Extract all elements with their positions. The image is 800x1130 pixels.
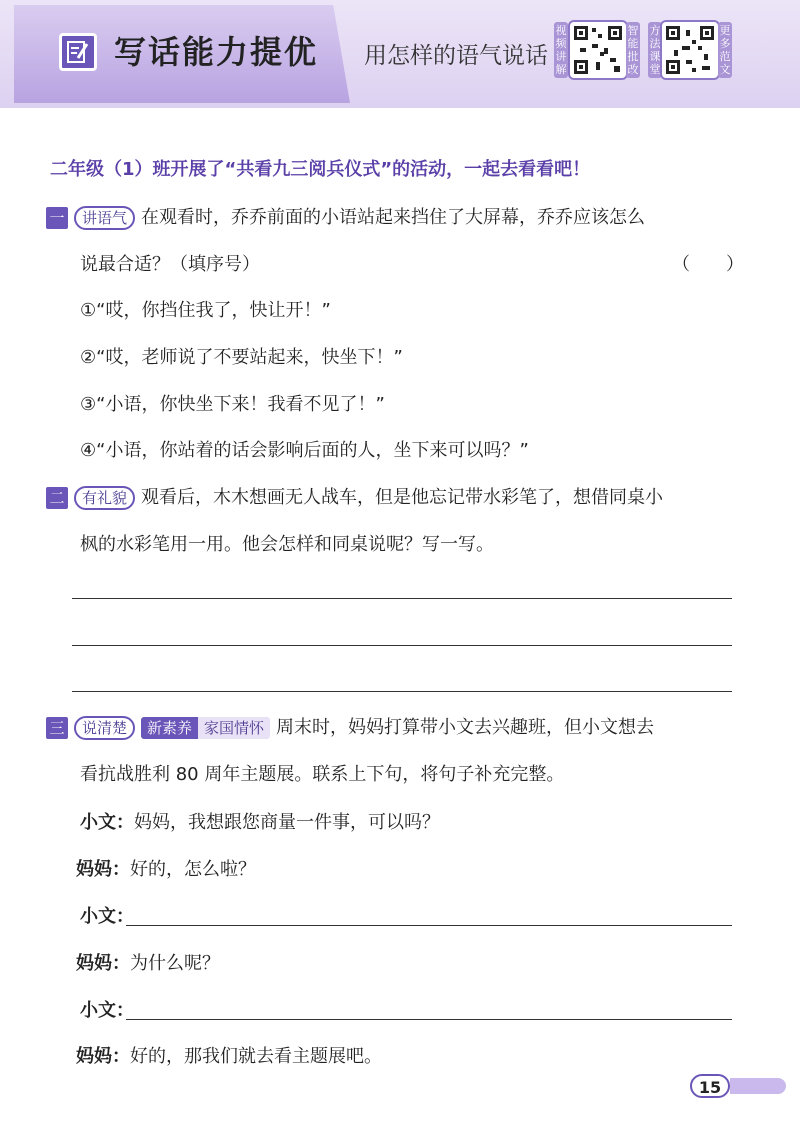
speaker: 妈妈： — [76, 859, 130, 880]
page-number: 15 — [690, 1074, 730, 1098]
answer-line[interactable] — [72, 691, 732, 692]
option-4: ④“小语，你站着的话会影响后面的人，坐下来可以吗？” — [80, 440, 529, 461]
speaker: 小文： — [80, 812, 134, 833]
theme-tag: 家国情怀 — [198, 717, 270, 739]
qr-code-icon[interactable] — [660, 20, 720, 80]
dialog-line-2 — [76, 857, 256, 883]
dialog-text: 好的，那我们就去看主题展吧。 — [130, 1046, 382, 1067]
page-number-bar — [730, 1078, 786, 1094]
answer-line[interactable] — [72, 598, 732, 599]
page-header — [0, 0, 800, 108]
dialog-text: 为什么呢？ — [130, 953, 220, 974]
option-2: ②“哎，老师说了不要站起来，快坐下！” — [80, 347, 403, 368]
question-2-line-1 — [74, 485, 663, 511]
dialog-line-4 — [76, 951, 220, 977]
speaker: 小文： — [80, 1000, 134, 1021]
option-1: ①“哎，你挡住我了，快让开！” — [80, 300, 331, 321]
speaker: 小文： — [80, 906, 134, 927]
qr-label-video: 视频讲解 — [555, 24, 567, 76]
question-tag: 说清楚 — [74, 716, 135, 740]
question-3-line-1 — [74, 715, 654, 741]
qr-label-samples: 更多范文 — [719, 24, 731, 76]
question-text: 观看后，木木想画无人战车，但是他忘记带水彩笔了，想借同桌小 — [141, 487, 664, 508]
question-number: 一 — [46, 207, 68, 229]
section-title: 写话能力提优 — [114, 33, 319, 71]
question-3-line-2: 看抗战胜利 80 周年主题展。联系上下句，将句子补充完整。 — [80, 764, 565, 785]
dialog-text: 好的，怎么啦？ — [130, 859, 256, 880]
speaker: 妈妈： — [76, 953, 130, 974]
edit-note-icon — [59, 33, 97, 71]
dialog-line-1 — [80, 810, 440, 836]
qr-code-icon[interactable] — [568, 20, 628, 80]
section-subtitle: 用怎样的语气说话 — [364, 43, 548, 69]
question-text: 在观看时，乔乔前面的小语站起来挡住了大屏幕，乔乔应该怎么 — [141, 207, 646, 228]
dialog-line-6 — [76, 1044, 382, 1070]
answer-blank[interactable]: （ ） — [672, 254, 744, 275]
dialog-text: 妈妈，我想跟您商量一件事，可以吗？ — [134, 812, 440, 833]
qr-label-grading: 智能批改 — [627, 24, 639, 76]
question-tag: 讲语气 — [74, 206, 135, 230]
question-number: 三 — [46, 717, 68, 739]
dialog-answer-line[interactable] — [126, 925, 732, 926]
dialog-answer-line[interactable] — [126, 1019, 732, 1020]
answer-line[interactable] — [72, 645, 732, 646]
option-3: ③“小语，你快坐下来！我看不见了！” — [80, 394, 385, 415]
qr-label-method: 方法课堂 — [649, 24, 661, 76]
dialog-line-5 — [80, 998, 134, 1024]
question-number: 二 — [46, 487, 68, 509]
question-text: 周末时，妈妈打算带小文去兴趣班，但小文想去 — [276, 717, 655, 738]
activity-intro: 二年级（1）班开展了“共看九三阅兵仪式”的活动，一起去看看吧！ — [50, 159, 591, 180]
literacy-tag: 新素养 — [141, 717, 198, 739]
question-2-line-2: 枫的水彩笔用一用。他会怎样和同桌说呢？写一写。 — [80, 534, 494, 555]
question-1-line-2: 说最合适？（填序号） — [80, 254, 260, 275]
question-tag: 有礼貌 — [74, 486, 135, 510]
question-1-line-1 — [74, 205, 645, 231]
dialog-line-3 — [80, 904, 134, 930]
speaker: 妈妈： — [76, 1046, 130, 1067]
